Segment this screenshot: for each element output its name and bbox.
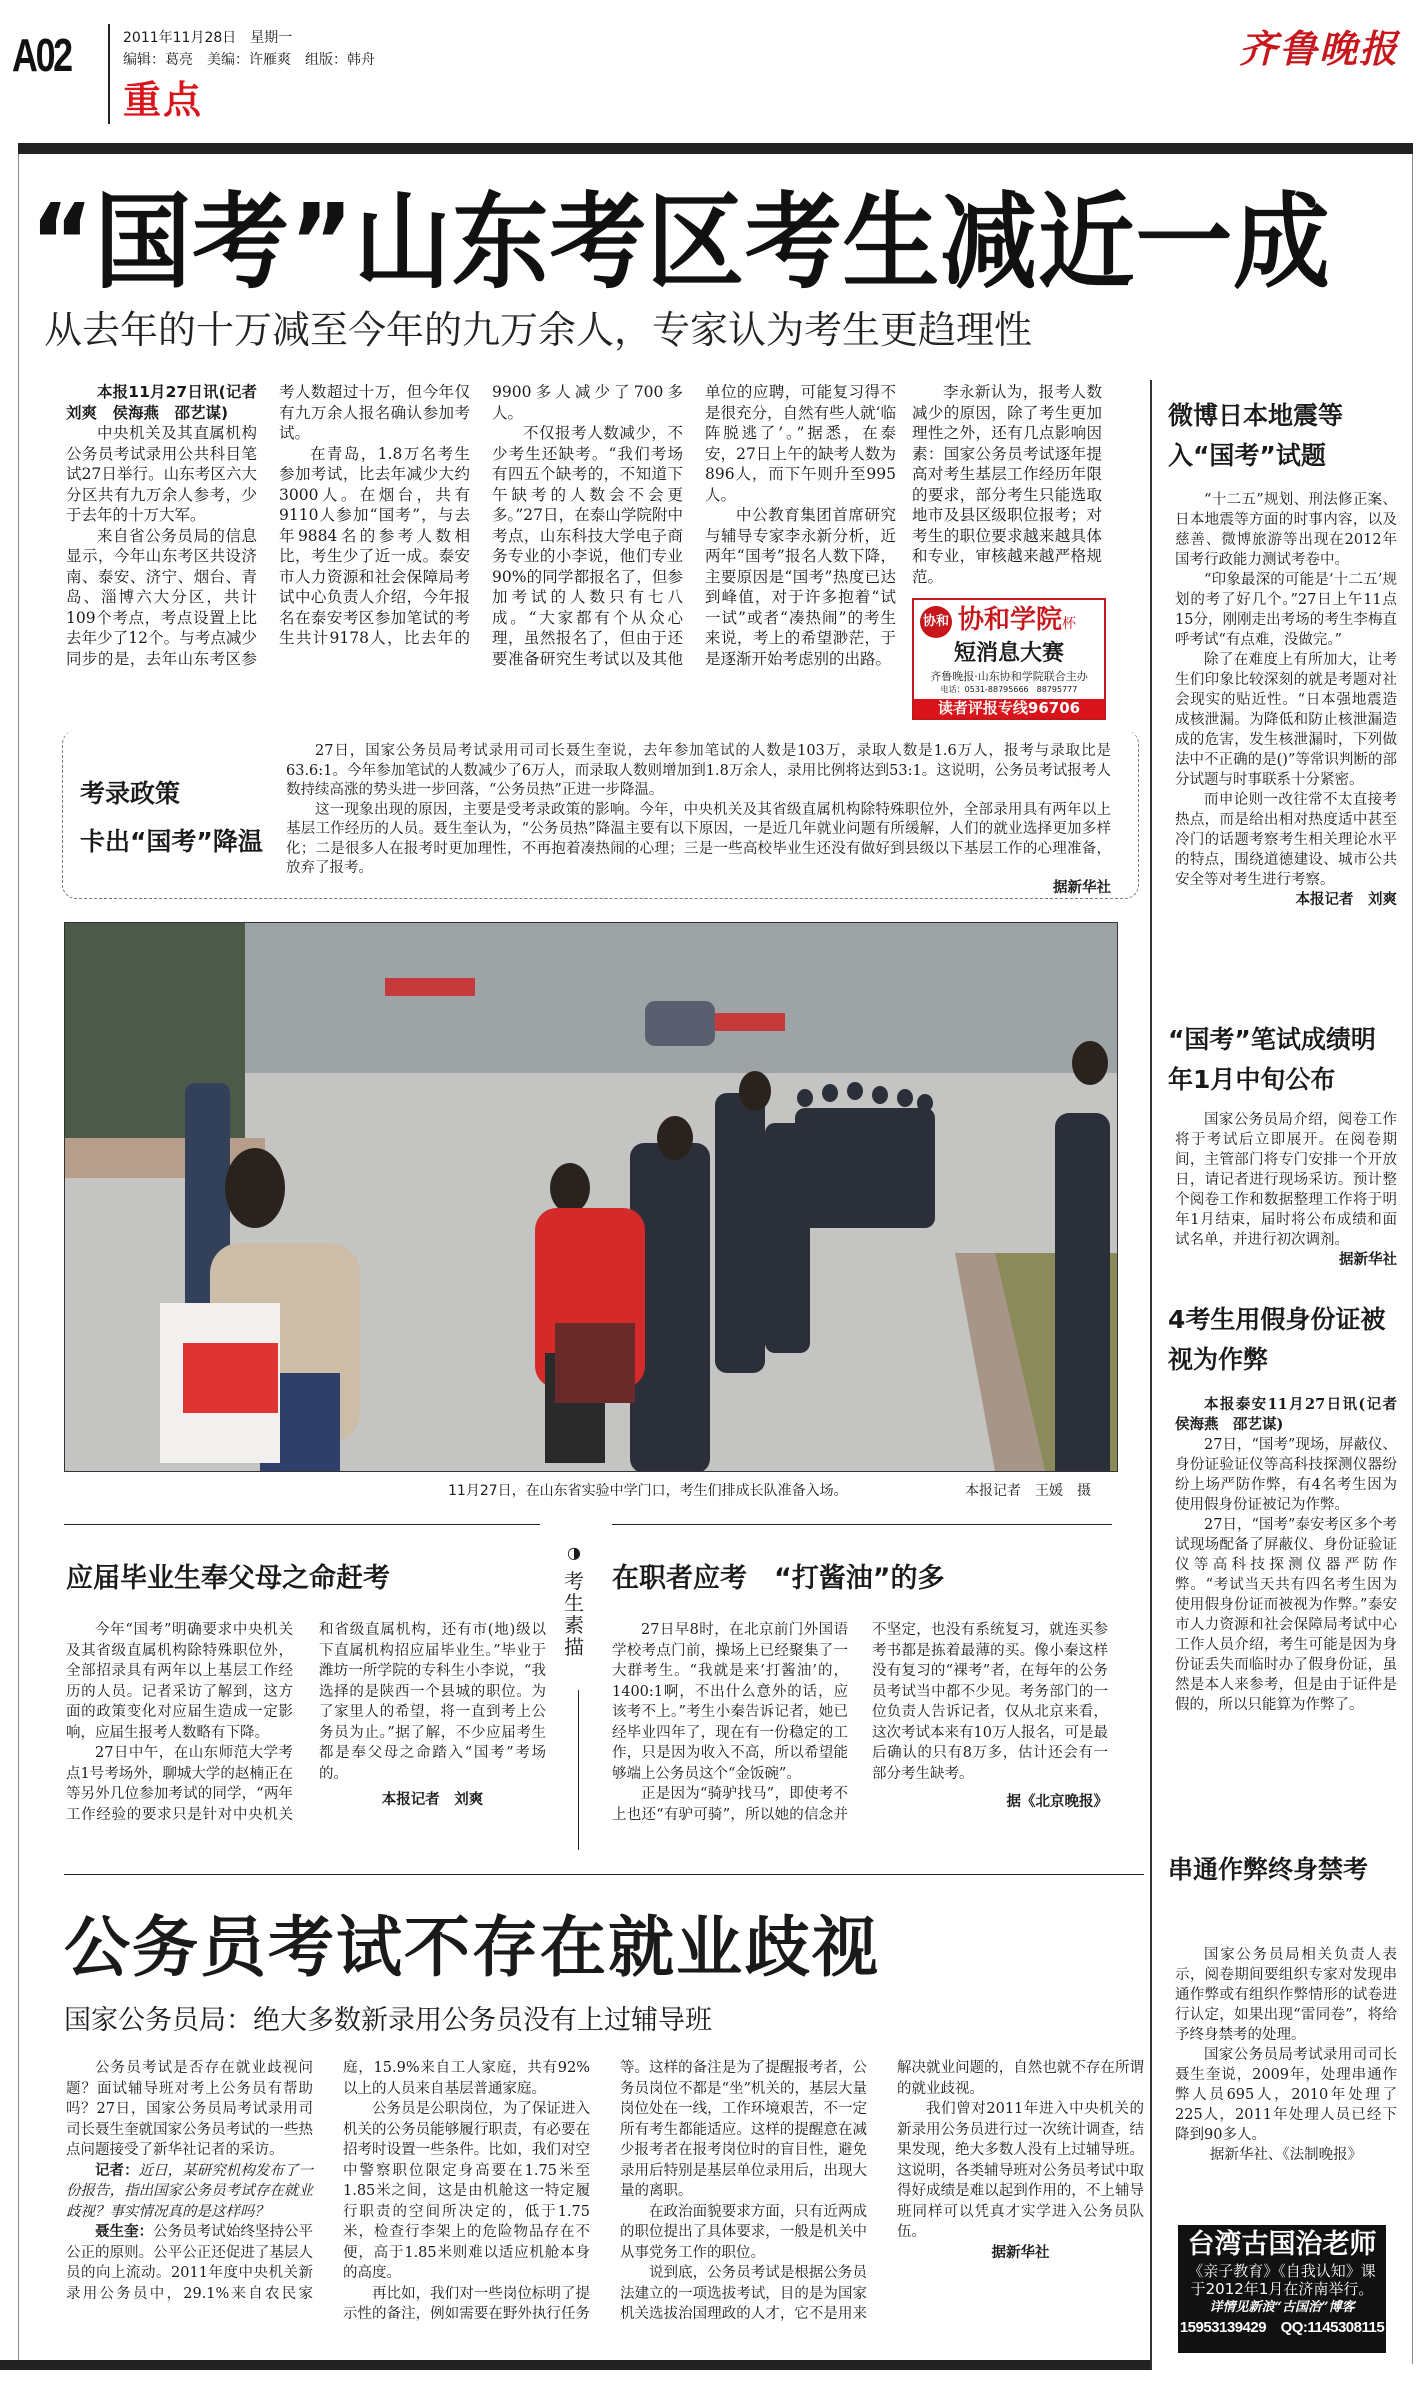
- masthead-divider: [108, 24, 110, 124]
- dateline-text: 本报泰安11月27日讯(记者 侯海燕 邵艺谋): [1175, 1396, 1412, 1433]
- lead-paragraph: 中公教育集团首席研究与辅导专家李永新分析，近两年“国考”报名人数下降，主要原因是“国考”热度已达到峰值，对于许多抱着“试一试”或者“凑热闹”的考生来说，考上的希望渺茫，于是逐渐开始考虑别的出路。: [705, 506, 896, 668]
- column-divider: [578, 1690, 579, 1850]
- lead-paragraph: 来自省公务员局的信息显示，今年山东考区共设济南、泰安、济宁、烟台、青岛、淄博六大分区，共计109个考点，考点设置上比去年少了12个。与考点减少同步的是，去年山东考区参考人数超过十万，但今年仅有九万余人报名确认参加考试。: [66, 383, 470, 668]
- ad-title: 协和学院: [958, 605, 1063, 635]
- second-headline: 公务员考试不存在就业歧视: [64, 1909, 880, 1986]
- second-paragraph: [66, 2058, 313, 2161]
- paragraph-text: 再比如，我们对一些岗位标明了提示性的备注，例如需要在野外执行任务等。这样的备注是为了提醒报考者，公务员岗位不都是“坐”机关的，基层大量岗位处在一线，工作环境艰苦，不一定所有考生都能适应。这样的提醒意在减少报考者在报考岗位时的盲目性，避免录用后特别是基层单位录用后，出现大量的离职。: [343, 2060, 867, 2322]
- sidebar-byline-1: 本报记者 刘爽: [1295, 892, 1397, 908]
- top-rule: [18, 143, 1413, 154]
- lead-story-columns: [66, 382, 896, 669]
- policy-title: [80, 770, 263, 866]
- page-number: A02: [12, 29, 71, 81]
- paragraph-text: 说到底，公务员考试是根据公务员法建立的一项选拔考试，目的是为国家机关选拔治国理政的人才，它不是用来解决就业问题的，自然也就不存在所谓的就业歧视。: [620, 2060, 1144, 2322]
- xiehe-contest-ad: [912, 598, 1106, 720]
- sidebar-dateline: [1175, 1395, 1412, 1435]
- lead-paragraph: 在青岛，1.8万名考生参加考试，比去年减少大约3000人。在烟台，共有9110人参加“国考”，与去年9884名的参考人数相比，考生少了近一成。泰安市人力资源和社会保障局考试中心负责人介绍，今年报名在泰安考区参加笔试的考生共计9178人，比去年的9900多人减少了700多人。: [279, 383, 683, 647]
- lead-paragraph: 不仅报考人数减少，不少考生还缺考。“我们考场有四五个缺考的，不知道下午缺考的人数会不会更多。”27日，在泰山学院附中考点，山东科技大学电子商务专业的小李说，他们专业90%的同学都报名了，但参加考试的人数只有七八成。“大家都有个从众心理，虽然报名了，但由于还要准备研究生考试以及其他单位的应聘，可能复习得不是很充分，自然有些人就‘临阵脱逃了’。”据悉，在泰安，27日上午的缺考人数为896人，而下午则升至995人。: [492, 383, 896, 668]
- sketch-right-body: [612, 1620, 1108, 1825]
- sidebar-paragraph: 国家公务员局考试录用司司长聂生奎说，2009年，处理串通作弊人员695人，2010年处理了225人，2011年处理人员已经下降到90多人。: [1175, 2047, 1397, 2143]
- ad-organizers: 齐鲁晚报·山东协和学院联合主办: [930, 670, 1088, 683]
- ad-subtitle: 短消息大赛: [953, 640, 1064, 666]
- lead-dateline: 本报11月27日讯(记者 刘爽 侯海燕 邵艺谋): [66, 383, 273, 422]
- teacher-course-ad: [1178, 2225, 1386, 2353]
- sidebar-paragraph: 27日，“国考”泰安考区多个考试现场配备了屏蔽仪、身份证验证仪等高科技探测仪器严防作弊。“考试当天共有四名考生因为使用假身份证而被视为作弊。”泰安市人力资源和社会保障局考试中心工作人员介绍，考生可能是因为身份证丢失而临时办了假身份证，虽然是本人来参考，但是由于证件是假的，所以只能算为作弊了。: [1175, 1517, 1397, 1713]
- sidebar-paragraph: “印象最深的可能是‘十二五’规划的考了好几个。”27日上午11点15分，刚刚走出考场的考生李梅直呼考试“有点难，没做完。”: [1175, 572, 1397, 648]
- sketch-paragraph: 27日早8时，在北京前门外国语学校考点门前，操场上已经聚集了一大群考生。“我就是来‘打酱油’的，1400:1啊，不出什么意外的话，应该考不上。”考生小秦告诉记者，她已经毕业四年了，现在有一份稳定的工作，只是因为收入不高，所以希望能够端上公务员这个“金饭碗”。: [612, 1622, 848, 1782]
- policy-title-line1: 考录政策: [80, 779, 181, 808]
- ad-teacher-course: 《亲子教育》《自我认知》课: [1188, 2262, 1376, 2280]
- second-paragraph: [620, 2202, 867, 2264]
- newspaper-logo: 齐鲁晚报: [1238, 26, 1399, 71]
- lead-headline: “国考”山东考区考生减近一成: [30, 181, 1331, 303]
- interviewer-label: 记者：: [95, 2161, 139, 2179]
- lead-paragraph: 李永新认为，报考人数减少的原因，除了考生更加理性之外，还有几点影响因素：国家公务员考试逐年提高对考生基层工作经历年限的要求，部分考生只能选取地市及县区级职位报考；对考生的职位要求越来越具体和专业，审核越来越严格规范。: [912, 383, 1102, 586]
- section-rule: [64, 1874, 1144, 1875]
- xiehe-logo-icon: 协和: [920, 606, 952, 638]
- lead-paragraph: 中央机关及其直属机构公务员考试录用公共科目笔试27日举行。山东考区六大分区共有九万余人参考，少于去年的十万大军。: [66, 424, 257, 524]
- sidebar-paragraph: 27日，“国考”现场，屏蔽仪、身份证验证仪等高科技探测仪器纷纷上场严防作弊，有4名考生因为使用假身份证被记为作弊。: [1175, 1437, 1397, 1513]
- issue-date: 2011年11月28日 星期一: [123, 30, 293, 46]
- second-subheadline: 国家公务员局：绝大多数新录用公务员没有上过辅导班: [64, 2005, 712, 2036]
- sidebar-paragraph: 除了在难度上有所加大，让考生们印象比较深刻的就是考题对社会现实的贴近性。“日本强地震造成核泄漏。为降低和防止核泄漏造成的危害，发生核泄漏时，下列做法中不正确的是()”等常识判断的部分试题与时事联系十分紧密。: [1175, 652, 1397, 788]
- sidebar-headline-1: 微博日本地震等入“国考”试题: [1168, 401, 1344, 470]
- sidebar-headline-4: 串通作弊终身禁考: [1168, 1855, 1369, 1884]
- question-text: 近日，某研究机构发布了一份报告，指出国家公务员考试存在就业歧视？事实情况真的是这样吗？: [66, 2162, 314, 2220]
- section-title: 重点: [123, 78, 204, 122]
- sketch-paragraph: 正是因为“骑驴找马”，即使考不上也还“有驴可骑”，所以她的信念并不坚定，也没有系统复习，就连买参考书都是拣着最薄的买。像小秦这样没有复习的“裸考”者，在每年的公务员考试当中都不少见。考务部门的一位负责人告诉记者，仅从北京来看，这次考试本来有10万人报名，可是最后确认的只有8万多，估计还会有一部分考生缺考。: [612, 1622, 1108, 1823]
- paragraph-text: 在政治面貌要求方面，只有近两成的职位提出了具体要求，一般是机关中从事党务工作的职位。: [620, 2203, 867, 2261]
- sketch-paragraph: 今年“国考”明确要求中央机关及其省级直属机构除特殊职位外，全部招录具有两年以上基层工作经历的人员。记者采访了解到，这方面的政策变化对应届生造成一定影响，应届生报考人数略有下降。: [66, 1622, 293, 1741]
- section-rule: [612, 1524, 1112, 1525]
- lead-column-5: [912, 382, 1102, 587]
- policy-source: 据新华社: [1053, 879, 1111, 896]
- lead-subheadline: 从去年的十万减至今年的九万余人，专家认为考生更趋理性: [44, 308, 1033, 352]
- sketch-left-headline: 应届毕业生奉父母之命赶考: [66, 1563, 390, 1594]
- second-source: 据新华社: [991, 2244, 1050, 2261]
- sidebar-headline-3: 4考生用假身份证被视为作弊: [1168, 1305, 1386, 1374]
- section-rule: [64, 1524, 540, 1525]
- second-paragraph: [343, 2099, 590, 2284]
- news-photo-exam-queue: [64, 922, 1118, 1472]
- half-circle-icon: ◑: [567, 1543, 581, 1562]
- sidebar-paragraph: 国家公务员局相关负责人表示，阅卷期间要组织专家对发现串通作弊或有组织作弊情形的试卷进行认定，如果出现“雷同卷”，将给予终身禁考的处理。: [1175, 1947, 1397, 2043]
- paragraph-text: 我们曾对2011年进入中央机关的新录用公务员进行过一次统计调查，结果发现，绝大多数人没有上过辅导班。这说明，各类辅导班对公务员考试中取得好成绩是难以起到作用的，不上辅导班同样可以凭真才实学进入公务员队伍。: [897, 2101, 1144, 2240]
- sidebar-paragraph: “十二五”规划、刑法修正案、日本地震等方面的时事内容，以及慈善、微博旅游等出现在2012年国考行政能力测试考卷中。: [1175, 492, 1397, 568]
- sidebar-body-3: [1175, 1395, 1412, 1715]
- second-paragraph: [66, 2161, 313, 2223]
- second-story-body: [66, 2058, 1144, 2325]
- sidebar-body-4: [1175, 1945, 1397, 2165]
- interviewee-label: 聂生奎：: [95, 2223, 154, 2240]
- editorial-staff: 编辑：葛亮 美编：许雁爽 组版：韩舟: [123, 52, 375, 68]
- ad-hotline: 读者评报专线96706: [914, 699, 1104, 718]
- sketches-label: 考生素描: [564, 1569, 584, 1659]
- second-paragraph: [897, 2099, 1144, 2243]
- sidebar-paragraph: 而申论则一改往常不太直接考热点，而是给出相对热度适中甚至冷门的话题考察考生相关理论水平的特点，围绕道德建设、城市公共安全等对考生进行考察。: [1175, 792, 1397, 888]
- sidebar-divider: [1150, 380, 1152, 2370]
- sketch-left-body: [66, 1620, 546, 1825]
- sidebar-headline-2: “国考”笔试成绩明年1月中旬公布: [1168, 1025, 1376, 1094]
- photo-credit: 本报记者 王媛 摄: [965, 1483, 1091, 1499]
- paragraph-text: 公务员考试始终坚持公平公正的原则。公平公正还促进了基层人员的向上流动。2011年度中央机关新录用公务员中，29.1%来自农民家庭，15.9%来自工人家庭，共有92%以上的人员来自基层普通家庭。: [66, 2060, 590, 2302]
- ad-phone: 电话：0531-88795666 88795777: [940, 685, 1078, 694]
- sketch-left-byline: 本报记者 刘爽: [381, 1792, 484, 1808]
- ad-cup: 杯: [1062, 616, 1077, 632]
- ad-teacher-title: 台湾古国治老师: [1187, 2229, 1377, 2260]
- sketch-paragraph: 27日中午，在山东师范大学考点1号考场外，聊城大学的赵楠正在等另外几位参加考试的同学，“两年工作经验的要求只是针对中央机关和省级直属机构，还有市(地)级以下直属机构招应届毕业生。”毕业于潍坊一所学院的专科生小李说，“我选择的是陕西一个县城的职位。为了家里人的希望，将一直到考上公务员为止。”据了解，不少应届考生都是奉父母之命踏入“国考”考场的。: [66, 1622, 546, 1823]
- ad-teacher-blog: 详情见新浪“古国治”博客: [1209, 2300, 1355, 2315]
- sidebar-body-1: [1175, 490, 1397, 910]
- photo-illustration: [65, 923, 1117, 1471]
- sidebar-paragraph: 国家公务员局介绍，阅卷工作将于考试后立即展开。在阅卷期间，主管部门将专门安排一个开放日，请记者进行现场采访。预计整个阅卷工作和数据整理工作将于明年1月结束，届时将公布成绩和面试名单，并进行初次调剂。: [1175, 1112, 1397, 1248]
- policy-body: [286, 742, 1111, 898]
- paragraph-text: 公务员考试是否存在就业歧视问题？面试辅导班对考上公务员有帮助吗？27日，国家公务员局考试录用司司长聂生奎就国家公务员考试的一些热点问题接受了新华社记者的采访。: [66, 2060, 313, 2158]
- photo-caption: 11月27日，在山东省实验中学门口，考生们排成长队准备入场。: [448, 1483, 848, 1499]
- policy-title-line2: 卡出“国考”降温: [80, 827, 263, 856]
- sidebar-body-2: [1175, 1110, 1397, 1270]
- sketch-right-byline: 据《北京晚报》: [1006, 1794, 1108, 1810]
- ad-teacher-date: 于2012年1月在济南举行。: [1190, 2280, 1374, 2298]
- bottom-rule: [0, 2360, 1150, 2370]
- policy-paragraph: 27日，国家公务员局考试录用司司长聂生奎说，去年参加笔试的人数是103万，录取人数是1.6万人，报考与录取比是63.6:1。今年参加笔试的人数减少了6万人，而录取人数则增加到1.8万余人，录用比例将达到53:1。这说明，公务员考试报考人数持续高涨的势头进一步回落，“公务员热”正进一步降温。: [286, 743, 1111, 798]
- ad-teacher-contact: 15953139429 QQ:1145308115: [1179, 2319, 1385, 2336]
- sidebar-byline-2: 据新华社: [1339, 1252, 1397, 1268]
- paragraph-text: 公务员是公职岗位，为了保证进入机关的公务员能够履行职责，有必要在招考时设置一些条件。比如，我们对空中警察职位限定身高要在1.75米至1.85米之间，这是由机舱这一特定履行职责的空间所决定的，低于1.75米，检查行李架上的危险物品存在不便，高于1.85米则难以适应机舱本身的高度。: [343, 2101, 590, 2281]
- policy-paragraph: 这一现象出现的原因，主要是受考录政策的影响。今年，中央机关及其省级直属机构除特殊职位外，全部录用具有两年以上基层工作经历的人员。聂生奎认为，“公务员热”降温主要有以下原因，一是近几年就业问题有所缓解，人们的就业选择更加多样化；二是很多人在报考时更加理性，不再抱着凑热闹的心理；三是一些高校毕业生还没有做好到县级以下基层工作的心理准备，放弃了报考。: [286, 801, 1111, 876]
- sidebar-byline-4: 据新华社、《法制晚报》: [1209, 2147, 1363, 2163]
- sketch-right-headline: 在职者应考 “打酱油”的多: [612, 1563, 945, 1594]
